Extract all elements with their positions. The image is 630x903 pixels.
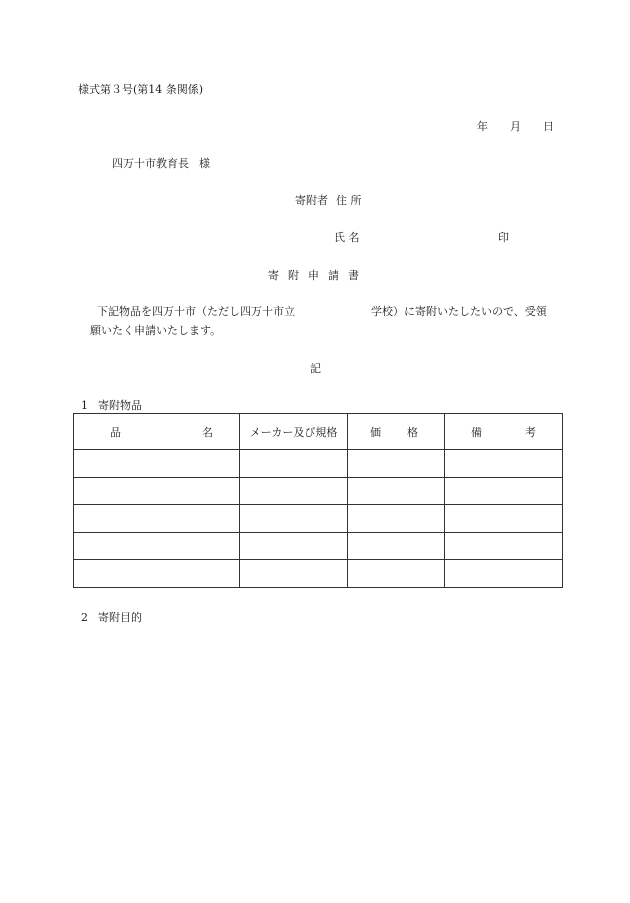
addressee xyxy=(112,158,210,169)
header-maker-spec: メーカー及び規格 xyxy=(240,414,348,450)
section1-heading xyxy=(81,400,142,411)
donor-label: 寄附者 xyxy=(295,194,328,207)
seal-mark: 印 xyxy=(498,231,509,244)
cell-item-name[interactable] xyxy=(74,505,240,533)
donor-name-label: 氏 名 xyxy=(334,231,360,244)
cell-remarks[interactable] xyxy=(445,560,563,588)
cell-remarks[interactable] xyxy=(445,450,563,478)
header-price: 価 格 xyxy=(348,414,445,450)
cell-maker-spec[interactable] xyxy=(240,505,348,533)
cell-price[interactable] xyxy=(348,505,445,533)
cell-price[interactable] xyxy=(348,450,445,478)
date-month-label: 月 xyxy=(510,120,521,133)
cell-remarks[interactable] xyxy=(445,477,563,505)
document-title: 寄附申請書 xyxy=(268,269,368,282)
cell-maker-spec[interactable] xyxy=(240,477,348,505)
donation-items-table xyxy=(73,413,563,588)
cell-item-name[interactable] xyxy=(74,532,240,560)
date-year-label: 年 xyxy=(477,120,488,133)
cell-remarks[interactable] xyxy=(445,532,563,560)
table-row xyxy=(74,450,563,478)
cell-remarks[interactable] xyxy=(445,505,563,533)
cell-price[interactable] xyxy=(348,532,445,560)
cell-item-name[interactable] xyxy=(74,477,240,505)
addressee-honorific: 様 xyxy=(199,157,210,170)
body-text-part2: 学校）に寄附いたしたいので、受領 xyxy=(371,305,547,318)
table-row xyxy=(74,505,563,533)
donor-address-label: 住 所 xyxy=(336,194,362,207)
ki-heading: 記 xyxy=(310,362,321,375)
cell-maker-spec[interactable] xyxy=(240,450,348,478)
header-item-name: 品 名 xyxy=(74,414,240,450)
cell-price[interactable] xyxy=(348,560,445,588)
date-line xyxy=(477,121,554,132)
table-row xyxy=(74,532,563,560)
cell-price[interactable] xyxy=(348,477,445,505)
body-text-line1 xyxy=(97,306,547,317)
table-row xyxy=(74,477,563,505)
section2-label: 寄附目的 xyxy=(98,611,142,624)
cell-item-name[interactable] xyxy=(74,560,240,588)
donor-address-row xyxy=(295,195,362,206)
cell-maker-spec[interactable] xyxy=(240,560,348,588)
section2-number: 2 xyxy=(81,611,88,624)
form-number: 様式第３号(第14 条関係) xyxy=(78,83,204,96)
section1-number: 1 xyxy=(81,399,88,412)
date-day-label: 日 xyxy=(543,120,554,133)
table-header-row xyxy=(74,414,563,450)
header-remarks: 備 考 xyxy=(445,414,563,450)
body-text-part1: 下記物品を四万十市（ただし四万十市立 xyxy=(97,305,295,318)
cell-item-name[interactable] xyxy=(74,450,240,478)
body-text-line2: 願いたく申請いたします。 xyxy=(90,324,222,337)
section2-heading xyxy=(81,612,142,623)
cell-maker-spec[interactable] xyxy=(240,532,348,560)
addressee-name: 四万十市教育長 xyxy=(112,157,189,170)
section1-label: 寄附物品 xyxy=(98,399,142,412)
table-row xyxy=(74,560,563,588)
